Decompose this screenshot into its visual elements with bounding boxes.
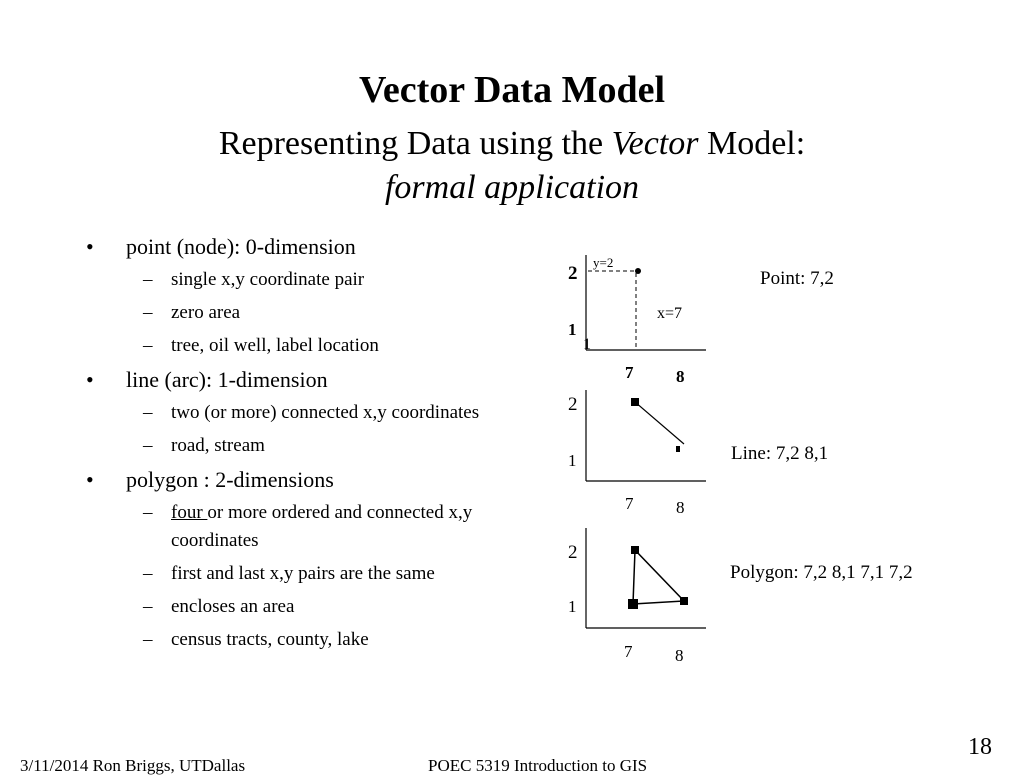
sub-bullet: – two (or more) connected x,y coordinates xyxy=(86,399,516,427)
point-diagram xyxy=(568,255,706,386)
sub-bullet: – census tracts, county, lake xyxy=(86,626,516,654)
polygon-vertex xyxy=(628,599,638,609)
point-marker xyxy=(635,268,641,274)
line-diagram xyxy=(568,390,706,517)
sub-bullet: – encloses an area xyxy=(86,593,516,621)
origin-tick: 1 xyxy=(583,336,591,353)
sub-bullet: – single x,y coordinate pair xyxy=(86,266,516,294)
polygon-vertex xyxy=(631,546,639,554)
footer-center: POEC 5319 Introduction to GIS xyxy=(428,756,648,775)
slide-title: Vector Data Model xyxy=(358,69,666,111)
y-tick-2: 2 xyxy=(568,263,578,284)
subtitle-text: Representing Data using the xyxy=(218,125,612,162)
bullet-polygon: • polygon : 2-dimensions xyxy=(86,465,516,495)
polygon-shape xyxy=(633,550,684,604)
subtitle-line-2: formal application xyxy=(384,169,640,206)
y-tick-1: 1 xyxy=(568,451,577,470)
polygon-vertex xyxy=(680,597,688,605)
sub-bullet: – road, stream xyxy=(86,432,516,460)
bullet-line: • line (arc): 1-dimension xyxy=(86,365,516,395)
sub-bullet-text: or more ordered and connected x,y coordinates xyxy=(171,502,473,551)
guide-x-label: x=7 xyxy=(657,305,683,322)
x-tick-8: 8 xyxy=(676,367,685,386)
underlined-word: four xyxy=(171,502,208,523)
point-caption: Point: 7,2 xyxy=(760,268,834,289)
x-tick-8: 8 xyxy=(676,498,685,517)
line-caption: Line: 7,2 8,1 xyxy=(731,443,829,464)
x-tick-8: 8 xyxy=(675,646,684,665)
bullet-point: • point (node): 0-dimension xyxy=(86,232,516,262)
sub-bullet: – tree, oil well, label location xyxy=(86,332,516,360)
guide-y-label: y=2 xyxy=(593,255,614,270)
polygon-caption: Polygon: 7,2 8,1 7,1 7,2 xyxy=(730,562,913,583)
sub-bullet: – first and last x,y pairs are the same xyxy=(86,560,516,588)
y-tick-1: 1 xyxy=(568,597,577,616)
polygon-diagram xyxy=(568,528,706,665)
subtitle-emphasis: Vector xyxy=(611,125,699,162)
x-tick-7: 7 xyxy=(625,363,634,382)
page-number: 18 xyxy=(968,734,992,760)
footer-left: 3/11/2014 Ron Briggs, UTDallas xyxy=(20,756,246,775)
y-tick-2: 2 xyxy=(568,394,578,415)
y-tick-1: 1 xyxy=(568,320,577,339)
line-vertex xyxy=(676,446,680,452)
x-tick-7: 7 xyxy=(625,494,634,513)
line-vertex xyxy=(631,398,639,406)
x-tick-7: 7 xyxy=(624,642,633,661)
y-tick-2: 2 xyxy=(568,542,578,563)
subtitle-text-end: Model: xyxy=(698,125,806,162)
sub-bullet: – zero area xyxy=(86,299,516,327)
line-segment xyxy=(635,402,684,444)
